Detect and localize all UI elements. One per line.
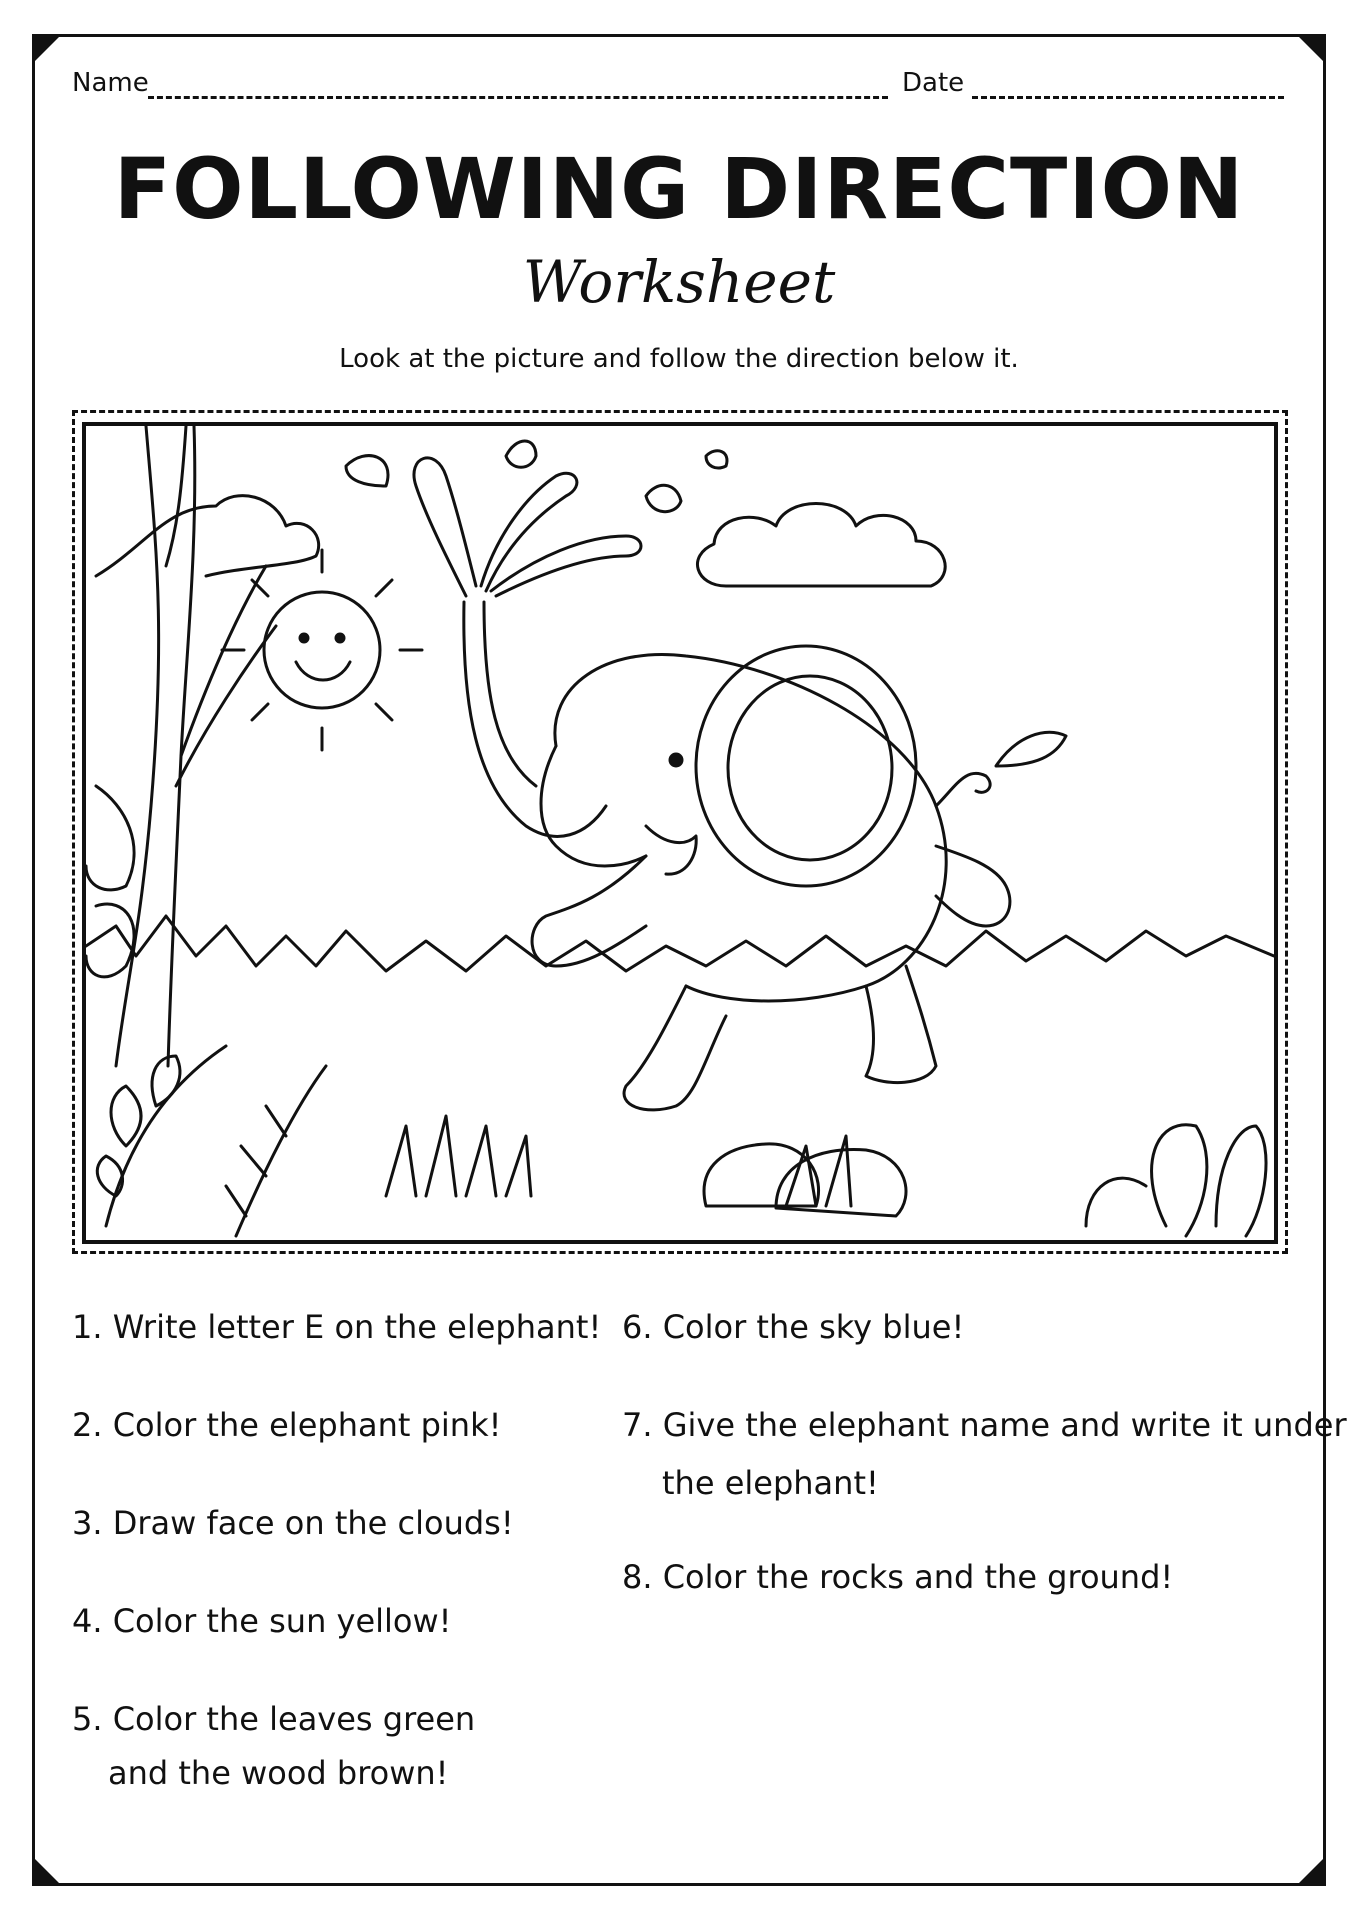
corner-decoration bbox=[1296, 1856, 1326, 1886]
direction-item: 4. Color the sun yellow! bbox=[72, 1602, 452, 1640]
water-splash-icon bbox=[346, 441, 727, 596]
date-label: Date bbox=[902, 68, 965, 98]
corner-decoration bbox=[32, 34, 62, 64]
instruction-text: Look at the picture and follow the direction below it. bbox=[339, 344, 1019, 374]
rock-icon bbox=[704, 1144, 906, 1216]
direction-item: 6. Color the sky blue! bbox=[622, 1308, 965, 1346]
cloud-icon bbox=[697, 504, 945, 587]
grass-icon bbox=[86, 916, 1274, 1206]
direction-item: 3. Draw face on the clouds! bbox=[72, 1504, 514, 1542]
name-field[interactable] bbox=[148, 96, 888, 99]
direction-item: 2. Color the elephant pink! bbox=[72, 1406, 502, 1444]
direction-item: 5. Color the leaves green bbox=[72, 1700, 476, 1738]
page-subtitle: Worksheet bbox=[522, 248, 836, 316]
direction-item-continued: and the wood brown! bbox=[108, 1754, 449, 1792]
corner-decoration bbox=[32, 1856, 62, 1886]
corner-decoration bbox=[1296, 34, 1326, 64]
page-title: FOLLOWING DIRECTION bbox=[113, 140, 1245, 238]
direction-item: 1. Write letter E on the elephant! bbox=[72, 1308, 602, 1346]
direction-item: 7. Give the elephant name and write it under bbox=[622, 1406, 1347, 1444]
sun-icon bbox=[222, 550, 422, 750]
tree-icon bbox=[86, 426, 319, 1066]
date-field[interactable] bbox=[972, 96, 1284, 99]
direction-item: 8. Color the rocks and the ground! bbox=[622, 1558, 1174, 1596]
name-label: Name bbox=[72, 68, 149, 98]
elephant-icon bbox=[464, 602, 1066, 1110]
leaves-icon bbox=[97, 1046, 1266, 1236]
coloring-picture bbox=[82, 422, 1278, 1244]
direction-item-continued: the elephant! bbox=[662, 1464, 879, 1502]
